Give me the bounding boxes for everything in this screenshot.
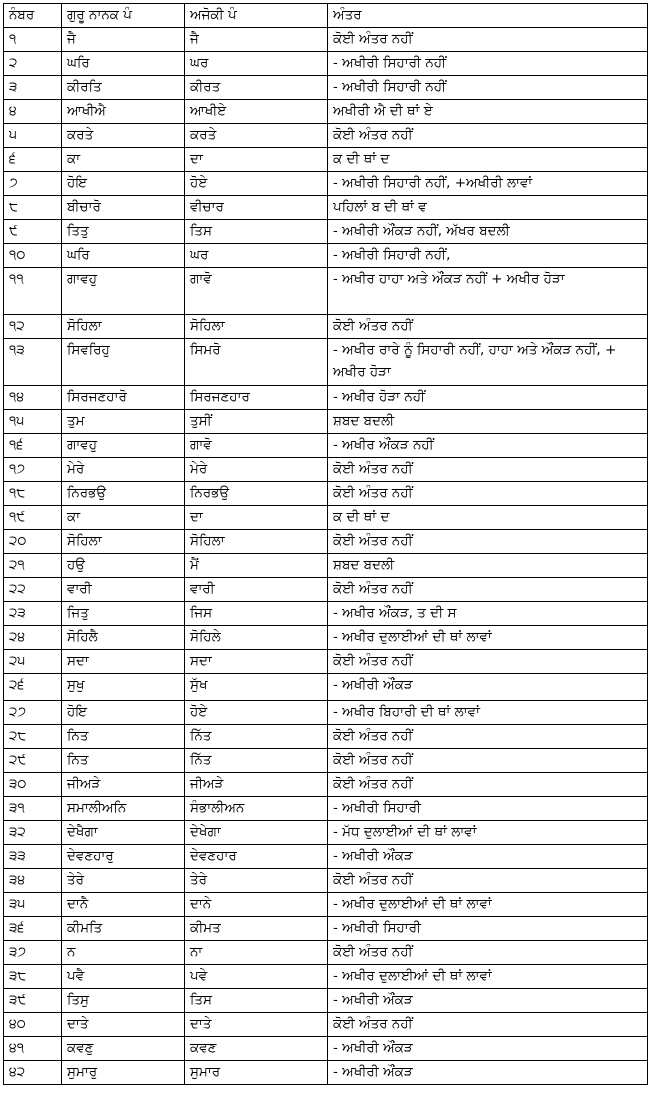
table-row (4, 530, 648, 554)
cell-antar: - ਅਖੀਰੀ ਔਂਕੜ (328, 674, 648, 701)
table-row (4, 148, 648, 172)
cell-antar: - ਅਖੀਰੀ ਸਿਹਾਰੀ ਨਹੀਂ, +ਅਖੀਰੀ ਲਾਵਾਂ (328, 172, 648, 196)
cell-guru-nanak: ਸੁਖੁ (62, 674, 185, 701)
cell-number: ੨੮ (4, 725, 62, 749)
cell-ajoki: ਨਾ (185, 941, 328, 965)
cell-guru-nanak: ਕਾ (62, 506, 185, 530)
cell-number: ੪੧ (4, 1037, 62, 1061)
cell-ajoki: ਦਾਨੇ (185, 893, 328, 917)
cell-ajoki: ਘਰ (185, 52, 328, 76)
cell-guru-nanak: ਜੈ (62, 28, 185, 52)
table-row (4, 965, 648, 989)
cell-antar: - ਅਖੀਰੀ ਸਿਹਾਰੀ ਨਹੀਂ, (328, 244, 648, 268)
cell-ajoki: ਕਰਤੇ (185, 124, 328, 148)
cell-antar: - ਅਖੀਰੀ ਔਂਕੜ ਨਹੀਂ, ਅੱਖਰ ਬਦਲੀ (328, 220, 648, 244)
cell-guru-nanak: ਦੇਖੈਗਾ (62, 821, 185, 845)
cell-ajoki: ਵਾਰੀ (185, 578, 328, 602)
cell-antar: ਕੋਈ ਅੰਤਰ ਨਹੀਂ (328, 28, 648, 52)
cell-ajoki: ਦੇਖੇਗਾ (185, 821, 328, 845)
table-row (4, 244, 648, 268)
cell-guru-nanak: ਤੇਰੇ (62, 869, 185, 893)
cell-ajoki: ਦੇਵਣਹਾਰ (185, 845, 328, 869)
cell-ajoki: ਸਿਰਜਣਹਾਰ (185, 386, 328, 410)
cell-number: ੨ (4, 52, 62, 76)
cell-guru-nanak: ਘਰਿ (62, 244, 185, 268)
cell-ajoki: ਨਿੱਤ (185, 749, 328, 773)
cell-guru-nanak: ਹਉ (62, 554, 185, 578)
cell-antar: ਕੋਈ ਅੰਤਰ ਨਹੀਂ (328, 458, 648, 482)
table-row (4, 506, 648, 530)
cell-number: ੩੮ (4, 965, 62, 989)
cell-antar: - ਅਖੀਰ ਰਾਰੇ ਨੂੰ ਸਿਹਾਰੀ ਨਹੀਂ, ਹਾਹਾ ਅਤੇ ਔਂਕੜ ਨਹੀਂ, + ਅਖੀਰ ਹੋੜਾ (328, 339, 648, 386)
cell-antar: - ਅਖੀਰ ਹਾਹਾ ਅਤੇ ਔਂਕੜ ਨਹੀਂ + ਅਖੀਰ ਹੋੜਾ (328, 268, 648, 315)
cell-ajoki: ਸੋਹਿਲਾ (185, 315, 328, 339)
cell-antar: ਕੋਈ ਅੰਤਰ ਨਹੀਂ (328, 869, 648, 893)
cell-number: ੧੮ (4, 482, 62, 506)
cell-number: ੧੪ (4, 386, 62, 410)
cell-guru-nanak: ਨਿਤ (62, 749, 185, 773)
cell-ajoki: ਦਾਤੇ (185, 1013, 328, 1037)
cell-ajoki: ਤੇਰੇ (185, 869, 328, 893)
cell-antar: ਕੋਈ ਅੰਤਰ ਨਹੀਂ (328, 578, 648, 602)
cell-number: ੧੩ (4, 339, 62, 386)
cell-ajoki: ਆਖੀਏ (185, 100, 328, 124)
cell-guru-nanak: ਸੁਮਾਰੁ (62, 1061, 185, 1085)
cell-guru-nanak: ਆਖੀਐ (62, 100, 185, 124)
cell-number: ੧੧ (4, 268, 62, 315)
table-row (4, 821, 648, 845)
cell-ajoki: ਜੀਅੜੇ (185, 773, 328, 797)
table-row (4, 650, 648, 674)
cell-guru-nanak: ਵਾਰੀ (62, 578, 185, 602)
table-row (4, 893, 648, 917)
cell-antar: - ਅਖੀਰ ਔਂਕੜ ਨਹੀਂ (328, 434, 648, 458)
cell-guru-nanak: ਤਿਸੁ (62, 989, 185, 1013)
cell-number: ੨੨ (4, 578, 62, 602)
cell-guru-nanak: ਬੀਚਾਰੋ (62, 196, 185, 220)
cell-number: ੧੯ (4, 506, 62, 530)
cell-guru-nanak: ਦੇਵਣਹਾਰੁ (62, 845, 185, 869)
cell-antar: ਕੋਈ ਅੰਤਰ ਨਹੀਂ (328, 773, 648, 797)
cell-number: ੩੪ (4, 869, 62, 893)
cell-guru-nanak: ਦਾਤੇ (62, 1013, 185, 1037)
cell-antar: - ਅਖੀਰੀ ਸਿਹਾਰੀ (328, 797, 648, 821)
comparison-table (3, 3, 648, 1085)
table-row (4, 749, 648, 773)
cell-number: ੩੯ (4, 989, 62, 1013)
cell-ajoki: ਕੀਮਤ (185, 917, 328, 941)
cell-antar: ਕ ਦੀ ਥਾਂ ਦ (328, 148, 648, 172)
cell-ajoki: ਸਦਾ (185, 650, 328, 674)
table-row (4, 100, 648, 124)
table-row (4, 220, 648, 244)
table-row (4, 315, 648, 339)
cell-number: ੪੨ (4, 1061, 62, 1085)
cell-guru-nanak: ਕਵਣੁ (62, 1037, 185, 1061)
cell-number: ੧੭ (4, 458, 62, 482)
cell-ajoki: ਸੁਮਾਰ (185, 1061, 328, 1085)
cell-number: ੩੨ (4, 821, 62, 845)
table-row (4, 124, 648, 148)
cell-antar: - ਅਖੀਰੀ ਸਿਹਾਰੀ ਨਹੀਂ (328, 76, 648, 100)
table-row (4, 989, 648, 1013)
header-antar: ਅੰਤਰ (328, 4, 648, 28)
cell-number: ੭ (4, 172, 62, 196)
cell-number: ੨੭ (4, 701, 62, 725)
cell-ajoki: ਤਿਸ (185, 989, 328, 1013)
table-row (4, 941, 648, 965)
cell-antar: ਪਹਿਲਾਂ ਬ ਦੀ ਥਾਂ ਵ (328, 196, 648, 220)
cell-antar: ਅਖੀਰੀ ਐ ਦੀ ਥਾਂ ਏ (328, 100, 648, 124)
cell-antar: ਕੋਈ ਅੰਤਰ ਨਹੀਂ (328, 482, 648, 506)
cell-number: ੫ (4, 124, 62, 148)
cell-number: ੨੪ (4, 626, 62, 650)
cell-guru-nanak: ਪਵੈ (62, 965, 185, 989)
cell-ajoki: ਨਿੱਤ (185, 725, 328, 749)
cell-number: ੨੫ (4, 650, 62, 674)
cell-ajoki: ਘਰ (185, 244, 328, 268)
cell-number: ੩੬ (4, 917, 62, 941)
cell-antar: - ਅਖੀਰੀ ਔਂਕੜ (328, 989, 648, 1013)
cell-ajoki: ਸਿਮਰੋ (185, 339, 328, 386)
cell-ajoki: ਜੈ (185, 28, 328, 52)
cell-guru-nanak: ਸਮਾਲੀਅਨਿ (62, 797, 185, 821)
cell-guru-nanak: ਗਾਵਹੁ (62, 268, 185, 315)
table-row (4, 1061, 648, 1085)
cell-number: ੨੧ (4, 554, 62, 578)
header-number: ਨੰਬਰ (4, 4, 62, 28)
cell-guru-nanak: ਸੋਹਿਲਾ (62, 530, 185, 554)
table-row (4, 28, 648, 52)
cell-ajoki: ਪਵੇ (185, 965, 328, 989)
cell-guru-nanak: ਸਦਾ (62, 650, 185, 674)
cell-number: ੧੦ (4, 244, 62, 268)
cell-guru-nanak: ਹੋਇ (62, 701, 185, 725)
cell-ajoki: ਤਿਸ (185, 220, 328, 244)
cell-ajoki: ਜਿਸ (185, 602, 328, 626)
table-row (4, 845, 648, 869)
table-row (4, 701, 648, 725)
cell-antar: - ਅਖੀਰ ਹੋੜਾ ਨਹੀਂ (328, 386, 648, 410)
cell-ajoki: ਸੋਹਿਲਾ (185, 530, 328, 554)
table-row (4, 797, 648, 821)
table-row (4, 482, 648, 506)
cell-guru-nanak: ਸੋਹਿਲੈ (62, 626, 185, 650)
table-row (4, 268, 648, 315)
cell-antar: ਕੋਈ ਅੰਤਰ ਨਹੀਂ (328, 1013, 648, 1037)
cell-number: ੩੫ (4, 893, 62, 917)
cell-guru-nanak: ਕਾ (62, 148, 185, 172)
table-header-row (4, 4, 648, 28)
cell-ajoki: ਸੁੱਖ (185, 674, 328, 701)
cell-number: ੩੧ (4, 797, 62, 821)
cell-guru-nanak: ਘਰਿ (62, 52, 185, 76)
cell-ajoki: ਵੀਚਾਰ (185, 196, 328, 220)
cell-antar: - ਅਖੀਰ ਦੁਲਾਈਆਂ ਦੀ ਥਾਂ ਲਾਵਾਂ (328, 626, 648, 650)
cell-number: ੯ (4, 220, 62, 244)
table-row (4, 554, 648, 578)
header-guru-nanak: ਗੁਰੂ ਨਾਨਕ ਪੰ (62, 4, 185, 28)
cell-number: ੩੭ (4, 941, 62, 965)
header-ajoki: ਅਜੋਕੀ ਪੰ (185, 4, 328, 28)
table-row (4, 458, 648, 482)
cell-antar: - ਅਖੀਰੀ ਔਂਕੜ (328, 1061, 648, 1085)
cell-number: ੩੦ (4, 773, 62, 797)
cell-ajoki: ਮੇਰੇ (185, 458, 328, 482)
table-row (4, 917, 648, 941)
cell-number: ੧੨ (4, 315, 62, 339)
cell-ajoki: ਦਾ (185, 148, 328, 172)
table-body (4, 28, 648, 1085)
cell-antar: - ਅਖੀਰ ਦੁਲਾਈਆਂ ਦੀ ਥਾਂ ਲਾਵਾਂ (328, 965, 648, 989)
cell-guru-nanak: ਕਰਤੇ (62, 124, 185, 148)
cell-guru-nanak: ਤੁਮ (62, 410, 185, 434)
cell-guru-nanak: ਕੀਮਤਿ (62, 917, 185, 941)
cell-guru-nanak: ਦਾਨੈ (62, 893, 185, 917)
cell-antar: ਸ਼ਬਦ ਬਦਲੀ (328, 554, 648, 578)
table-row (4, 773, 648, 797)
cell-number: ੪੦ (4, 1013, 62, 1037)
cell-guru-nanak: ਸੋਹਿਲਾ (62, 315, 185, 339)
cell-number: ੩੩ (4, 845, 62, 869)
cell-number: ੩ (4, 76, 62, 100)
comparison-table-container (3, 3, 648, 1085)
cell-antar: - ਮੱਧ ਦੁਲਾਈਆਂ ਦੀ ਥਾਂ ਲਾਵਾਂ (328, 821, 648, 845)
cell-number: ੪ (4, 100, 62, 124)
cell-antar: - ਅਖੀਰੀ ਸਿਹਾਰੀ ਨਹੀਂ (328, 52, 648, 76)
cell-antar: ਕੋਈ ਅੰਤਰ ਨਹੀਂ (328, 650, 648, 674)
cell-antar: - ਅਖੀਰ ਔਂਕੜ, ਤ ਦੀ ਸ (328, 602, 648, 626)
cell-number: ੬ (4, 148, 62, 172)
cell-number: ੨੬ (4, 674, 62, 701)
table-row (4, 674, 648, 701)
cell-antar: ਕ ਦੀ ਥਾਂ ਦ (328, 506, 648, 530)
table-row (4, 76, 648, 100)
cell-antar: - ਅਖੀਰ ਦੁਲਾਈਆਂ ਦੀ ਥਾਂ ਲਾਵਾਂ (328, 893, 648, 917)
cell-ajoki: ਗਾਵੋ (185, 268, 328, 315)
table-row (4, 1013, 648, 1037)
cell-number: ੧੬ (4, 434, 62, 458)
cell-ajoki: ਗਾਵੋ (185, 434, 328, 458)
cell-ajoki: ਕਵਣ (185, 1037, 328, 1061)
cell-antar: - ਅਖੀਰੀ ਸਿਹਾਰੀ (328, 917, 648, 941)
cell-ajoki: ਸੋਹਿਲੇ (185, 626, 328, 650)
cell-number: ੮ (4, 196, 62, 220)
table-row (4, 725, 648, 749)
table-row (4, 52, 648, 76)
cell-guru-nanak: ਨ (62, 941, 185, 965)
table-row (4, 410, 648, 434)
cell-guru-nanak: ਨਿਤ (62, 725, 185, 749)
cell-guru-nanak: ਜਿਤੁ (62, 602, 185, 626)
cell-antar: ਕੋਈ ਅੰਤਰ ਨਹੀਂ (328, 124, 648, 148)
table-row (4, 172, 648, 196)
cell-guru-nanak: ਹੋਇ (62, 172, 185, 196)
cell-antar: - ਅਖੀਰੀ ਔਂਕੜ (328, 845, 648, 869)
cell-number: ੨੦ (4, 530, 62, 554)
cell-guru-nanak: ਤਿਤੁ (62, 220, 185, 244)
cell-antar: ਕੋਈ ਅੰਤਰ ਨਹੀਂ (328, 315, 648, 339)
cell-ajoki: ਦਾ (185, 506, 328, 530)
cell-guru-nanak: ਸਿਵਰਿਹੁ (62, 339, 185, 386)
cell-antar: ਸ਼ਬਦ ਬਦਲੀ (328, 410, 648, 434)
cell-ajoki: ਹੋਏ (185, 701, 328, 725)
cell-guru-nanak: ਮੇਰੇ (62, 458, 185, 482)
cell-guru-nanak: ਸਿਰਜਣਹਾਰੋ (62, 386, 185, 410)
cell-guru-nanak: ਗਾਵਹੁ (62, 434, 185, 458)
cell-number: ੧ (4, 28, 62, 52)
cell-antar: ਕੋਈ ਅੰਤਰ ਨਹੀਂ (328, 725, 648, 749)
cell-guru-nanak: ਜੀਅੜੇ (62, 773, 185, 797)
cell-antar: - ਅਖੀਰ ਬਿਹਾਰੀ ਦੀ ਥਾਂ ਲਾਵਾਂ (328, 701, 648, 725)
table-row (4, 578, 648, 602)
table-row (4, 196, 648, 220)
cell-guru-nanak: ਨਿਰਭਉ (62, 482, 185, 506)
table-row (4, 339, 648, 386)
table-row (4, 1037, 648, 1061)
cell-number: ੧੫ (4, 410, 62, 434)
cell-number: ੨੩ (4, 602, 62, 626)
cell-ajoki: ਹੋਏ (185, 172, 328, 196)
cell-antar: ਕੋਈ ਅੰਤਰ ਨਹੀਂ (328, 749, 648, 773)
cell-ajoki: ਤੁਸੀਂ (185, 410, 328, 434)
table-row (4, 434, 648, 458)
cell-ajoki: ਕੀਰਤ (185, 76, 328, 100)
cell-antar: - ਅਖੀਰੀ ਔਂਕੜ (328, 1037, 648, 1061)
table-row (4, 869, 648, 893)
cell-ajoki: ਸੰਭਾਲੀਅਨ (185, 797, 328, 821)
cell-guru-nanak: ਕੀਰਤਿ (62, 76, 185, 100)
cell-ajoki: ਨਿਰਭਉ (185, 482, 328, 506)
table-row (4, 386, 648, 410)
cell-ajoki: ਮੈਂ (185, 554, 328, 578)
table-row (4, 626, 648, 650)
cell-antar: ਕੋਈ ਅੰਤਰ ਨਹੀਂ (328, 941, 648, 965)
table-row (4, 602, 648, 626)
cell-number: ੨੯ (4, 749, 62, 773)
cell-antar: ਕੋਈ ਅੰਤਰ ਨਹੀਂ (328, 530, 648, 554)
